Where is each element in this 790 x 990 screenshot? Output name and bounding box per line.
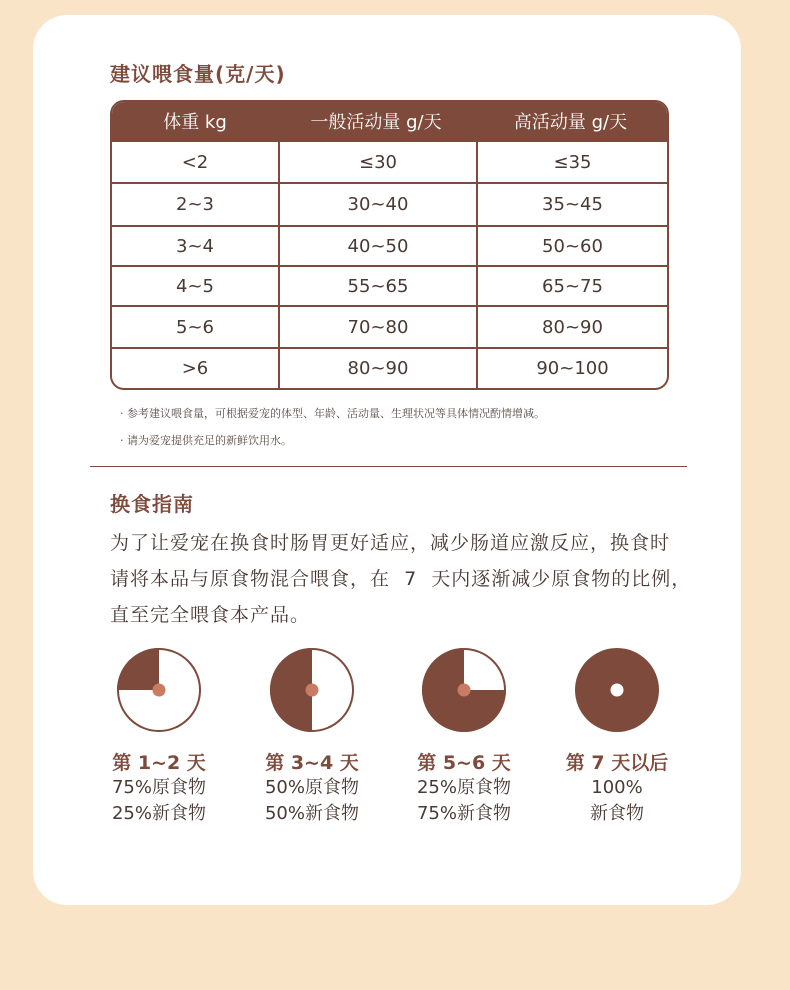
ratio-pie-icon [420,646,508,734]
stage-title: 第 5~6 天 [417,752,511,774]
transition-paragraph-line: 直至完全喂食本产品。 [110,604,311,626]
table-row [112,140,667,182]
stage-title: 第 7 天以后 [565,752,669,774]
cell-weight: >6 [112,349,280,388]
table-row [112,225,667,265]
section-divider [90,466,687,467]
cell-normal: 30~40 [280,184,478,225]
transition-title: 换食指南 [110,492,194,516]
stage-old-food: 100% [591,777,643,798]
feeding-title: 建议喂食量(克/天) [110,62,286,86]
stage-old-food: 25%原食物 [416,777,511,798]
pie-new-food-slice [117,648,159,690]
header-weight: 体重 kg [163,112,227,133]
stage-new-food: 50%新食物 [264,803,359,824]
water-note: · 请为爱宠提供充足的新鲜饮用水。 [120,434,292,447]
cell-normal: 40~50 [280,227,478,265]
ratio-pie-icon [268,646,356,734]
cell-high: 65~75 [542,275,603,297]
cell-weight: 5~6 [112,307,280,347]
stage-day-7-plus [552,646,682,827]
stage-day-5-6 [399,646,529,827]
cell-high: 35~45 [542,194,603,215]
pie-center-dot [306,684,319,697]
cell-high: ≤35 [553,151,592,173]
feeding-table [110,100,669,390]
feeding-note: · 参考建议喂食量，可根据爱宠的体型、年龄、活动量、生理状况等具体情况酌情增减。 [120,407,545,420]
table-row [112,347,667,388]
table-row [112,305,667,347]
cell-weight: <2 [112,142,280,182]
stage-title: 第 1~2 天 [112,752,206,774]
stage-day-3-4 [247,646,377,827]
cell-high: 90~100 [536,358,609,379]
transition-paragraph-line: 为了让爱宠在换食时肠胃更好适应，减少肠道应激反应，换食时 [110,532,671,554]
cell-high: 50~60 [542,235,603,257]
stage-new-food: 75%新食物 [416,803,511,824]
stage-day-1-2 [94,646,224,827]
ratio-pie-icon [573,646,661,734]
stage-old-food: 50%原食物 [264,777,359,798]
cell-normal: 55~65 [280,267,478,305]
header-normal-activity: 一般活动量 g/天 [310,112,442,133]
table-header [112,102,667,140]
transition-paragraph-line: 请将本品与原食物混合喂食，在 7 天内逐渐减少原食物的比例， [110,568,692,590]
pie-center-dot [458,684,471,697]
table-row [112,265,667,305]
stage-title: 第 3~4 天 [265,752,359,774]
cell-weight: 2~3 [112,184,280,225]
cell-weight: 4~5 [112,267,280,305]
stage-old-food: 75%原食物 [111,777,206,798]
cell-normal: 80~90 [280,349,478,388]
header-high-activity: 高活动量 g/天 [513,112,628,133]
stage-new-food: 25%新食物 [111,803,206,824]
pie-center-dot [153,684,166,697]
cell-high: 80~90 [542,316,603,338]
pie-center-dot [611,684,624,697]
ratio-pie-icon [115,646,203,734]
cell-normal: ≤30 [280,142,478,182]
stage-new-food: 新食物 [590,803,644,824]
cell-normal: 70~80 [280,307,478,347]
cell-weight: 3~4 [112,227,280,265]
table-row [112,182,667,225]
